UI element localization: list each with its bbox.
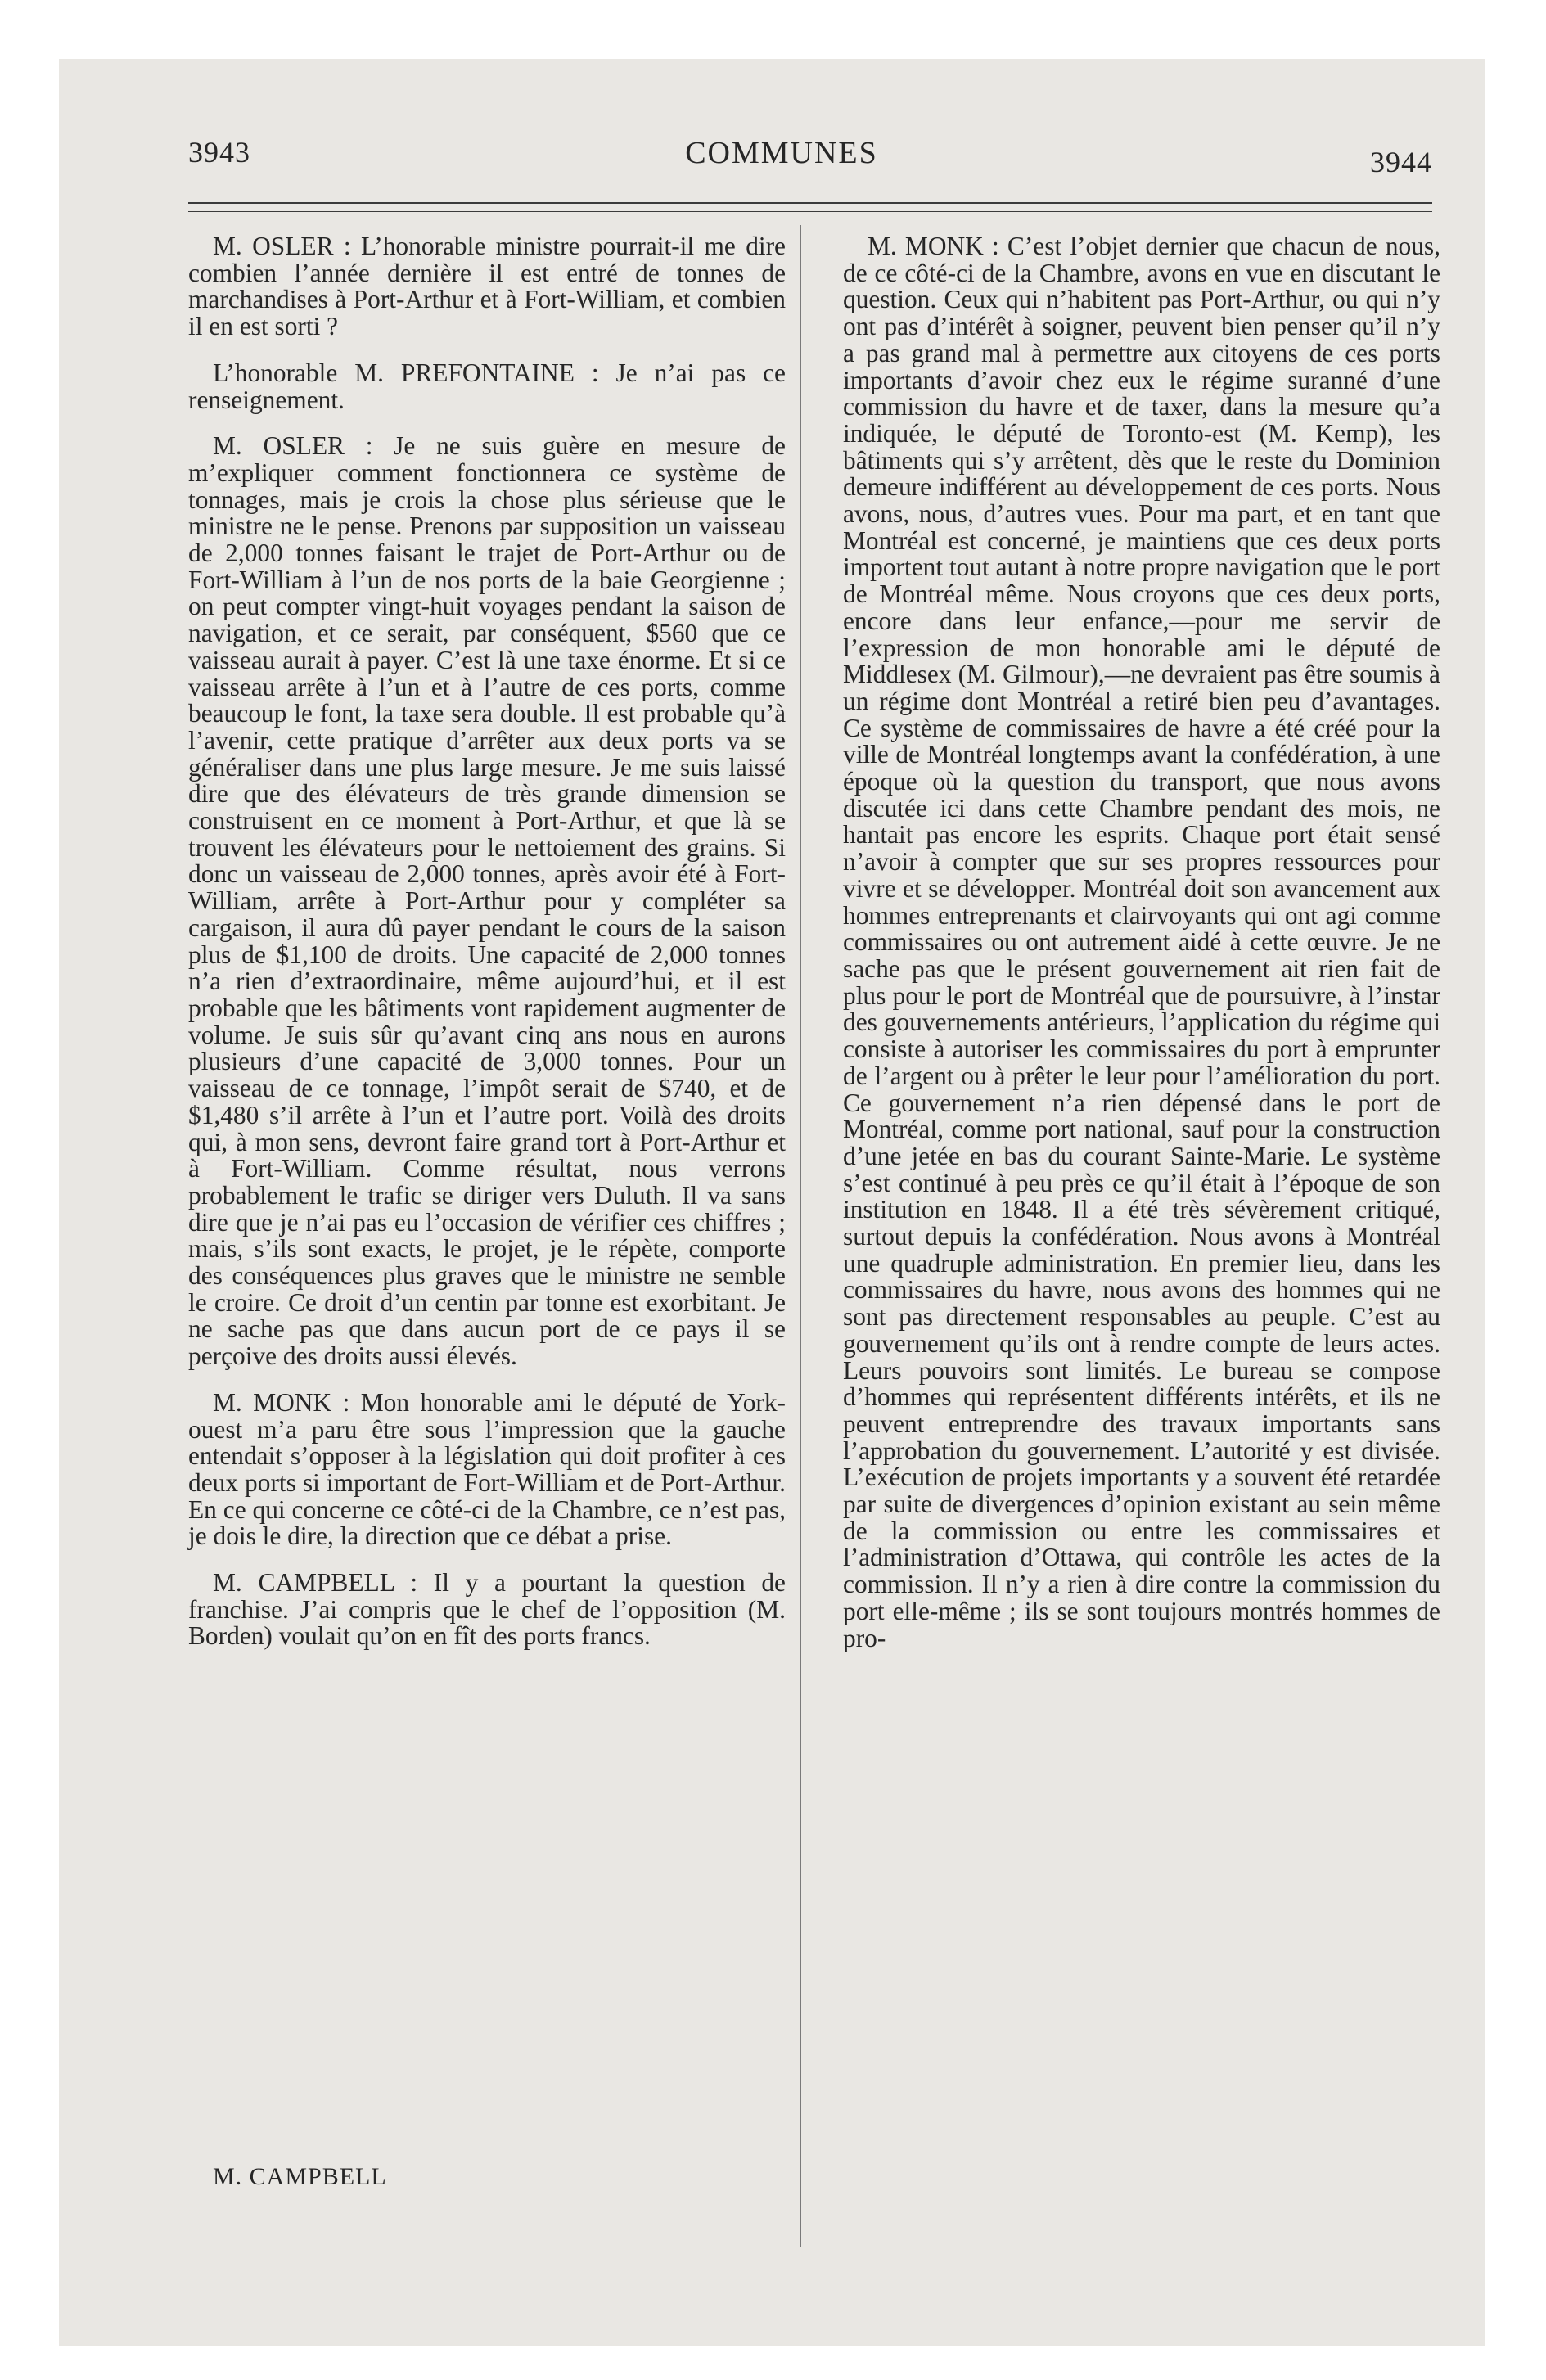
paragraph: M. CAMPBELL : Il y a pourtant la question de franchise. J’ai compris que le chef de l’opposition (M. Borden) voulait qu’on en fît des ports francs. xyxy=(188,1568,786,1651)
paragraph: M. MONK : C’est l’objet dernier que chacun de nous, de ce côté-ci de la Chambre, avons en vue en discutant le question. Ceux qui n’habitent pas Port-Arthur, ou qui n’y ont pas d’intérêt à soigner, peuvent bien penser qu’il n’y a pas grand mal à permettre aux citoyens de ces ports importants d’avoir chez eux le régime suranné d’une commission du havre et de taxer, dans la mesure qu’a indiquée, le député de Toronto-est (M. Kemp), les bâtiments qui s’y arrêtent, dès que le reste du Dominion demeure indifférent au développement de ces ports. Nous avons, nous, d’autres vues. Pour ma part, et en tant que Montréal est concerné, je maintiens que ces deux ports importent tout autant à notre propre navigation que le port de Montréal même. Nous croyons que ces deux ports, encore dans leur enfance,—pour me servir de l’expression de mon honorable ami le député de Middlesex (M. Gilmour),—ne devraient pas être soumis à un régime dont Montréal a retiré bien peu d’avantages. Ce système de commissaires de havre a été créé pour la ville de Montréal longtemps avant la confédération, à une époque où la question du transport, que nous avons discutée ici dans cette Chambre pendant des mois, ne hantait pas encore les esprits. Chaque port était sensé n’avoir à compter que sur ses propres ressources pour vivre et se développer. Montréal doit son avancement aux hommes entreprenants et clairvoyants qui ont agi comme commissaires ou ont autrement aidé à cette œuvre. Je ne sache pas que le présent gouvernement ait rien fait de plus pour le port de Montréal que de poursuivre, à l’instar des gouvernements antérieurs, l’application du régime qui consiste à autoriser les commissaires du port à emprunter de l’argent ou à prêter le leur pour l’amélioration du port. Ce gouvernement n’a rien dépensé dans le port de Montréal, comme port national, sauf pour la construction d’une jetée en bas du courant Sainte-Marie. Le système s’est continué à peu près ce qu’il était à l’époque de son institution en 1848. Il a été très sévèrement critiqué, surtout depuis la confédération. Nous avons à Montréal une quadruple administration. En premier lieu, dans les commissaires du havre, nous avons des hommes qui ne sont pas directement responsables au peuple. C’est au gouvernement qu’ils ont à rendre compte de leurs actes. Leurs pouvoirs sont limités. Le bureau se compose d’hommes qui représentent différents intérêts, et ils ne peuvent entreprendre des travaux importants sans l’approbation du gouvernement. L’autorité y est divisée. L’exécution de projets importants y a souvent été retardée par suite de divergences d’opinion existant au sein même de la commission ou entre les commissaires et l’administration d’Ottawa, qui contrôle les actes de la commission. Il n’y a rien à dire contre la commission du port elle-même ; ils se sont toujours montrés hommes de pro- xyxy=(843,232,1440,1652)
paragraph: M. MONK : Mon honorable ami le député de York-ouest m’a paru être sous l’impression que la gauche entendait s’opposer à la législation qui doit profiter à ces deux ports si important de Fort-William et de Port-Arthur. En ce qui concerne ce côté-ci de la Chambre, ce n’est pas, je dois le dire, la direction que ce débat a prise. xyxy=(188,1387,786,1551)
paragraph: M. OSLER : L’honorable ministre pourrait-il me dire combien l’année dernière il est entré de tonnes de marchandises à Port-Arthur et à Fort-William, et combien il en est sorti ? xyxy=(188,232,786,341)
paragraph: L’honorable M. PREFONTAINE : Je n’ai pas ce renseignement. xyxy=(188,358,786,414)
page-number-left: 3943 xyxy=(188,136,250,169)
page-number-right: 3944 xyxy=(1370,146,1432,178)
running-title: COMMUNES xyxy=(685,136,878,170)
right-column xyxy=(843,233,1440,1671)
header-rule xyxy=(188,202,1432,204)
column-divider xyxy=(800,225,801,2247)
catchword: M. CAMPBELL xyxy=(213,2163,387,2190)
paragraph: M. OSLER : Je ne suis guère en mesure de m’expliquer comment fonctionnera ce système de tonnages, mais je crois la chose plus sérieuse que le ministre ne le pense. Prenons par supposition un vaisseau de 2,000 tonnes faisant le trajet de Port-Arthur ou de Fort-William à l’un de nos ports de la baie Georgienne ; on peut compter vingt-huit voyages pendant la saison de navigation, et ce serait, par conséquent, $560 que ce vaisseau aurait à payer. C’est là une taxe énorme. Et si ce vaisseau arrête à l’un et à l’autre de ces ports, comme beaucoup le font, la taxe sera double. Il est probable qu’à l’avenir, cette pratique d’arrêter aux deux ports va se généraliser dans une plus large mesure. Je me suis laissé dire que des élévateurs de très grande dimension se construisent en ce moment à Port-Arthur, et que là se trouvent les élévateurs pour le nettoiement des grains. Si donc un vaisseau de 2,000 tonnes, après avoir été à Fort-William, arrête à Port-Arthur pour y compléter sa cargaison, il aura dû payer pendant le cours de la saison plus de $1,100 de droits. Une capacité de 2,000 tonnes n’a rien d’extraordinaire, même aujourd’hui, et il est probable que les bâtiments vont rapidement augmenter de volume. Je suis sûr qu’avant cinq ans nous en aurons plusieurs d’une capacité de 3,000 tonnes. Pour un vaisseau de ce tonnage, l’impôt serait de $740, et de $1,480 s’il arrête à l’un et l’autre port. Voilà des droits qui, à mon sens, devront faire grand tort à Port-Arthur et à Fort-William. Comme résultat, nous verrons probablement le trafic se diriger vers Duluth. Il va sans dire que je n’ai pas eu l’occasion de vérifier ces chiffres ; mais, s’ils sont exacts, le projet, je le répète, comporte des conséquences plus graves que le ministre ne semble le croire. Ce droit d’un centin par tonne est exorbitant. Je ne sache pas que dans aucun port de ce pays il se perçoive des droits aussi élevés. xyxy=(188,431,786,1371)
page xyxy=(131,135,1440,2279)
header-rule-thin xyxy=(188,211,1432,212)
left-column xyxy=(188,233,786,1670)
